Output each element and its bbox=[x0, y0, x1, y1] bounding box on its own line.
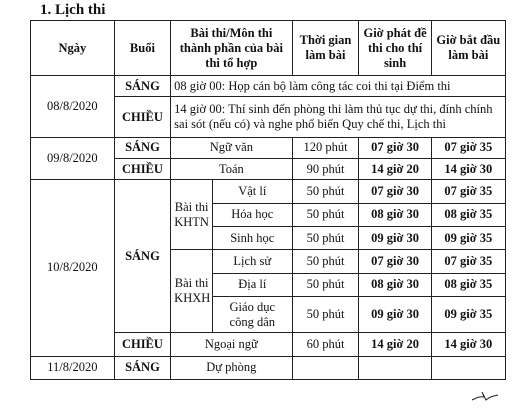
distribute-time-cell: 14 giờ 20 bbox=[359, 159, 431, 180]
distribute-time-cell bbox=[359, 356, 431, 379]
start-time-cell: 07 giờ 35 bbox=[431, 250, 505, 273]
header-duration: Thời gian làm bài bbox=[292, 21, 359, 76]
duration-cell: 90 phút bbox=[292, 159, 359, 180]
session-cell: SÁNG bbox=[114, 180, 170, 333]
date-cell: 09/8/2020 bbox=[31, 137, 115, 179]
group-cell-khxh: Bài thi KHXH bbox=[171, 250, 213, 333]
section-heading: 1. Lịch thi bbox=[40, 2, 106, 18]
note-cell: 08 giờ 00: Họp cán bộ làm công tác coi thi tại Điểm thi bbox=[171, 76, 506, 97]
handwritten-mark-icon bbox=[470, 388, 500, 404]
session-cell: CHIỀU bbox=[114, 333, 170, 356]
subject-cell: Dự phòng bbox=[171, 356, 292, 379]
distribute-time-cell: 14 giờ 20 bbox=[359, 333, 431, 356]
header-session: Buổi bbox=[114, 21, 170, 76]
duration-cell: 50 phút bbox=[292, 273, 359, 296]
date-cell: 11/8/2020 bbox=[31, 356, 115, 379]
session-cell: SÁNG bbox=[114, 137, 170, 158]
start-time-cell: 08 giờ 35 bbox=[431, 273, 505, 296]
table-row bbox=[31, 76, 506, 97]
distribute-time-cell: 09 giờ 30 bbox=[359, 297, 431, 333]
subject-cell: Toán bbox=[171, 159, 292, 180]
duration-cell: 50 phút bbox=[292, 250, 359, 273]
header-subject: Bài thi/Môn thi thành phần của bài thi tổ hợp bbox=[171, 21, 292, 76]
distribute-time-cell: 07 giờ 30 bbox=[359, 180, 431, 203]
duration-cell: 120 phút bbox=[292, 137, 359, 158]
distribute-time-cell: 07 giờ 30 bbox=[359, 250, 431, 273]
distribute-time-cell: 08 giờ 30 bbox=[359, 203, 431, 226]
start-time-cell: 14 giờ 30 bbox=[431, 159, 505, 180]
subject-cell: Ngữ văn bbox=[171, 137, 292, 158]
table-row bbox=[31, 137, 506, 158]
start-time-cell: 14 giờ 30 bbox=[431, 333, 505, 356]
start-time-cell bbox=[431, 356, 505, 379]
start-time-cell: 07 giờ 35 bbox=[431, 137, 505, 158]
group-cell-khtn: Bài thi KHTN bbox=[171, 180, 213, 250]
duration-cell: 50 phút bbox=[292, 203, 359, 226]
header-distribute-time: Giờ phát đề thi cho thí sinh bbox=[359, 21, 431, 76]
header-row bbox=[31, 21, 506, 76]
start-time-cell: 07 giờ 35 bbox=[431, 180, 505, 203]
duration-cell: 60 phút bbox=[292, 333, 359, 356]
session-cell: SÁNG bbox=[114, 76, 170, 97]
exam-schedule-table bbox=[30, 20, 506, 380]
header-date: Ngày bbox=[31, 21, 115, 76]
table-row bbox=[31, 356, 506, 379]
subject-cell: Sinh học bbox=[213, 227, 293, 250]
subject-cell: Hóa học bbox=[213, 203, 293, 226]
distribute-time-cell: 08 giờ 30 bbox=[359, 273, 431, 296]
subject-cell: Vật lí bbox=[213, 180, 293, 203]
start-time-cell: 09 giờ 35 bbox=[431, 297, 505, 333]
subject-cell: Giáo dục công dân bbox=[213, 297, 293, 333]
note-cell: 14 giờ 00: Thí sinh đến phòng thi làm thủ tục dự thi, đính chính sai sót (nếu có) và nghe phổ biến Quy chế thi, Lịch thi bbox=[171, 97, 506, 137]
duration-cell: 50 phút bbox=[292, 227, 359, 250]
subject-cell: Địa lí bbox=[213, 273, 293, 296]
header-start-time: Giờ bắt đầu làm bài bbox=[431, 21, 505, 76]
duration-cell: 50 phút bbox=[292, 180, 359, 203]
session-cell: SÁNG bbox=[114, 356, 170, 379]
start-time-cell: 09 giờ 35 bbox=[431, 227, 505, 250]
session-cell: CHIỀU bbox=[114, 97, 170, 137]
session-cell: CHIỀU bbox=[114, 159, 170, 180]
start-time-cell: 08 giờ 35 bbox=[431, 203, 505, 226]
distribute-time-cell: 07 giờ 30 bbox=[359, 137, 431, 158]
subject-cell: Lịch sử bbox=[213, 250, 293, 273]
distribute-time-cell: 09 giờ 30 bbox=[359, 227, 431, 250]
date-cell: 08/8/2020 bbox=[31, 76, 115, 138]
duration-cell: 50 phút bbox=[292, 297, 359, 333]
table-row bbox=[31, 180, 506, 203]
subject-cell: Ngoại ngữ bbox=[171, 333, 292, 356]
date-cell: 10/8/2020 bbox=[31, 180, 115, 356]
duration-cell bbox=[292, 356, 359, 379]
